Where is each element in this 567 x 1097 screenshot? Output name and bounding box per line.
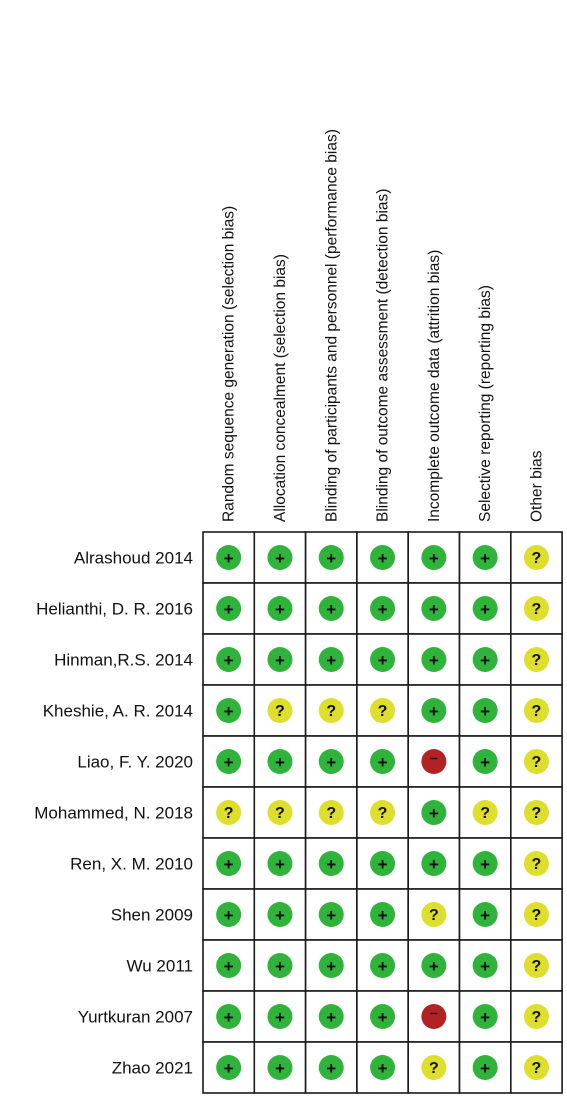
plus-sign: +: [377, 957, 388, 976]
plus-sign: +: [274, 753, 285, 772]
plus-sign: +: [223, 549, 234, 568]
column-label: Random sequence generation (selection bias): [220, 205, 238, 522]
question-sign: ?: [531, 754, 542, 771]
question-sign: ?: [531, 805, 542, 822]
column-label: Allocation concealment (selection bias): [271, 254, 289, 522]
plus-sign: +: [326, 1059, 337, 1078]
study-label: Yurtkuran 2007: [77, 1007, 193, 1027]
plus-sign: +: [428, 957, 439, 976]
question-sign: ?: [531, 652, 542, 669]
plus-sign: +: [377, 1059, 388, 1078]
plus-sign: +: [480, 651, 491, 670]
plus-sign: +: [377, 855, 388, 874]
study-label: Wu 2011: [126, 956, 193, 976]
high-risk-marker: [421, 749, 446, 774]
column-label: Blinding of participants and personnel (performance bias): [323, 129, 341, 522]
study-label: Mohammed, N. 2018: [34, 803, 193, 823]
plus-sign: +: [428, 702, 439, 721]
plus-sign: +: [223, 906, 234, 925]
question-sign: ?: [275, 805, 285, 822]
plus-sign: +: [274, 906, 285, 925]
study-label: Helianthi, D. R. 2016: [36, 599, 193, 619]
question-sign: ?: [377, 805, 388, 822]
question-sign: ?: [531, 907, 542, 924]
plus-sign: +: [377, 906, 388, 925]
plus-sign: +: [480, 1059, 491, 1078]
plus-sign: +: [274, 1059, 285, 1078]
plus-sign: +: [377, 549, 388, 568]
plus-sign: +: [274, 600, 285, 619]
plus-sign: +: [326, 906, 337, 925]
question-sign: ?: [531, 856, 542, 873]
plus-sign: +: [428, 600, 439, 619]
study-label: Zhao 2021: [111, 1058, 193, 1078]
plus-sign: +: [377, 651, 388, 670]
plus-sign: +: [326, 855, 337, 874]
column-label: Incomplete outcome data (attrition bias): [425, 249, 443, 522]
plus-sign: +: [428, 855, 439, 874]
plus-sign: +: [223, 753, 234, 772]
plus-sign: +: [326, 753, 337, 772]
plus-sign: +: [223, 957, 234, 976]
plus-sign: +: [428, 651, 439, 670]
plus-sign: +: [480, 957, 491, 976]
plus-sign: +: [480, 906, 491, 925]
plus-sign: +: [480, 753, 491, 772]
high-risk-marker: [421, 1004, 446, 1029]
row-labels: [34, 549, 193, 1078]
plus-sign: +: [326, 549, 337, 568]
plus-sign: +: [326, 651, 337, 670]
question-sign: ?: [377, 703, 388, 720]
question-sign: ?: [531, 1009, 542, 1026]
question-sign: ?: [326, 805, 337, 822]
column-label: Blinding of outcome assessment (detection bias): [374, 188, 392, 522]
study-label: Shen 2009: [110, 905, 193, 925]
plus-sign: +: [223, 1008, 234, 1027]
question-sign: ?: [531, 550, 542, 567]
column-labels: [221, 129, 546, 522]
study-label: Ren, X. M. 2010: [70, 854, 193, 874]
plus-sign: +: [377, 753, 388, 772]
plus-sign: +: [223, 1059, 234, 1078]
plus-sign: +: [223, 651, 234, 670]
plus-sign: +: [223, 600, 234, 619]
question-sign: ?: [275, 703, 285, 720]
study-label: Hinman,R.S. 2014: [54, 650, 193, 670]
plus-sign: +: [480, 1008, 491, 1027]
study-label: Liao, F. Y. 2020: [77, 752, 193, 772]
plus-sign: +: [274, 651, 285, 670]
plus-sign: +: [480, 702, 491, 721]
plus-sign: +: [223, 702, 234, 721]
plus-sign: +: [274, 957, 285, 976]
plus-sign: +: [428, 804, 439, 823]
question-sign: ?: [326, 703, 337, 720]
study-label: Alrashoud 2014: [73, 548, 193, 568]
plus-sign: +: [274, 549, 285, 568]
question-sign: ?: [531, 1060, 542, 1077]
question-sign: ?: [428, 1060, 439, 1077]
plus-sign: +: [480, 855, 491, 874]
plus-sign: +: [326, 1008, 337, 1027]
rating-grid: [203, 532, 562, 1093]
question-sign: ?: [531, 601, 542, 618]
plus-sign: +: [274, 855, 285, 874]
question-sign: ?: [428, 907, 439, 924]
plus-sign: +: [480, 549, 491, 568]
plus-sign: +: [326, 957, 337, 976]
column-label: Other bias: [528, 450, 546, 522]
plus-sign: +: [377, 1008, 388, 1027]
plus-sign: +: [480, 600, 491, 619]
question-sign: ?: [531, 958, 542, 975]
question-sign: ?: [531, 703, 542, 720]
study-label: Kheshie, A. R. 2014: [42, 701, 193, 721]
plus-sign: +: [377, 600, 388, 619]
column-label: Selective reporting (reporting bias): [477, 285, 495, 522]
question-sign: ?: [480, 805, 491, 822]
question-sign: ?: [223, 805, 234, 822]
plus-sign: +: [428, 549, 439, 568]
plus-sign: +: [223, 855, 234, 874]
plus-sign: +: [274, 1008, 285, 1027]
plus-sign: +: [326, 600, 337, 619]
